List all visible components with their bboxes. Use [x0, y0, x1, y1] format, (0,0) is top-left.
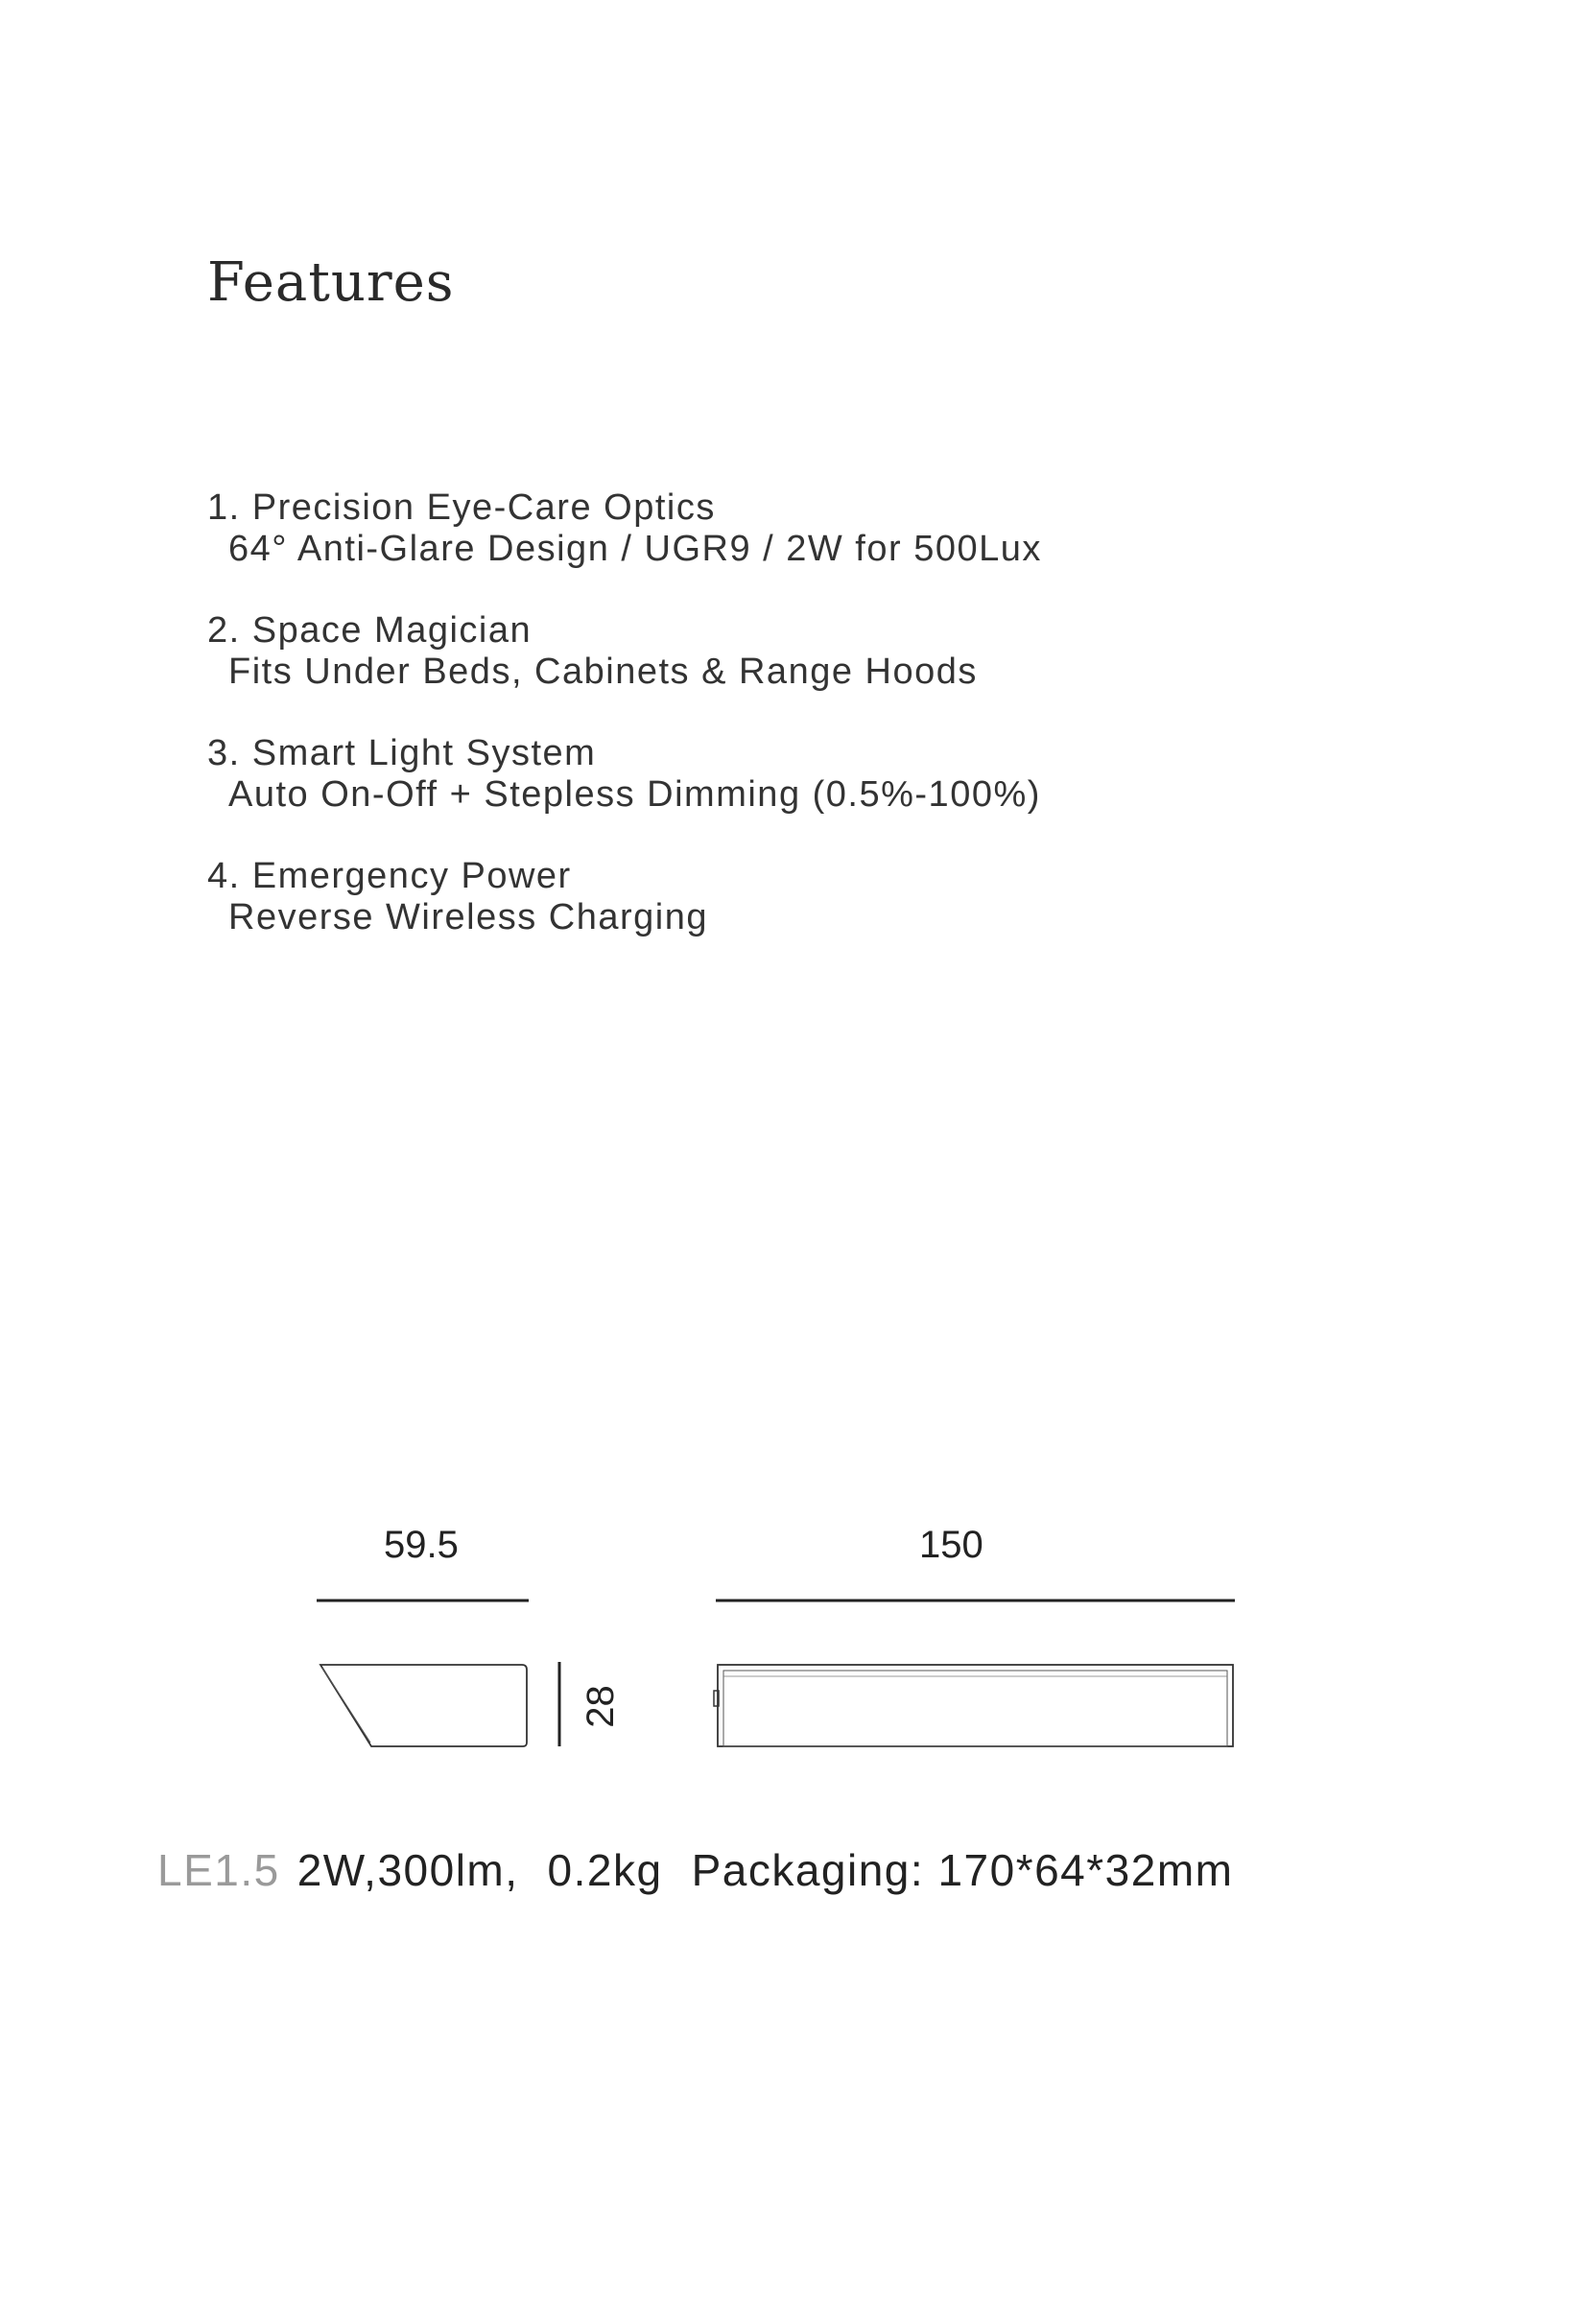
page-title: Features — [207, 251, 455, 314]
weight-spec: 0.2kg — [547, 1845, 663, 1895]
spec-line — [157, 1844, 1233, 1896]
side-button — [714, 1691, 719, 1706]
feature-heading: 2. Space Magician — [207, 610, 533, 651]
height-dimension-label: 28 — [579, 1685, 622, 1728]
feature-description: Reverse Wireless Charging — [228, 897, 708, 937]
model-number: LE1.5 — [157, 1845, 280, 1895]
feature-description: 64° Anti-Glare Design / UGR9 / 2W for 500Lux — [228, 529, 1042, 569]
power-spec: 2W,300lm, — [296, 1845, 519, 1895]
feature-heading: 3. Smart Light System — [207, 733, 597, 773]
front-profile-inner — [723, 1671, 1227, 1746]
feature-description: Fits Under Beds, Cabinets & Range Hoods — [228, 652, 978, 692]
depth-dimension-label: 59.5 — [384, 1524, 459, 1566]
feature-heading: 4. Emergency Power — [207, 856, 572, 896]
feature-heading: 1. Precision Eye-Care Optics — [207, 487, 716, 528]
packaging-spec: Packaging: 170*64*32mm — [691, 1845, 1234, 1895]
length-dimension-label: 150 — [919, 1524, 983, 1566]
feature-description: Auto On-Off + Stepless Dimming (0.5%-100%) — [228, 774, 1041, 815]
front-profile-outline — [718, 1665, 1233, 1746]
side-profile-edge — [322, 1668, 370, 1743]
side-profile-outline — [320, 1665, 527, 1746]
